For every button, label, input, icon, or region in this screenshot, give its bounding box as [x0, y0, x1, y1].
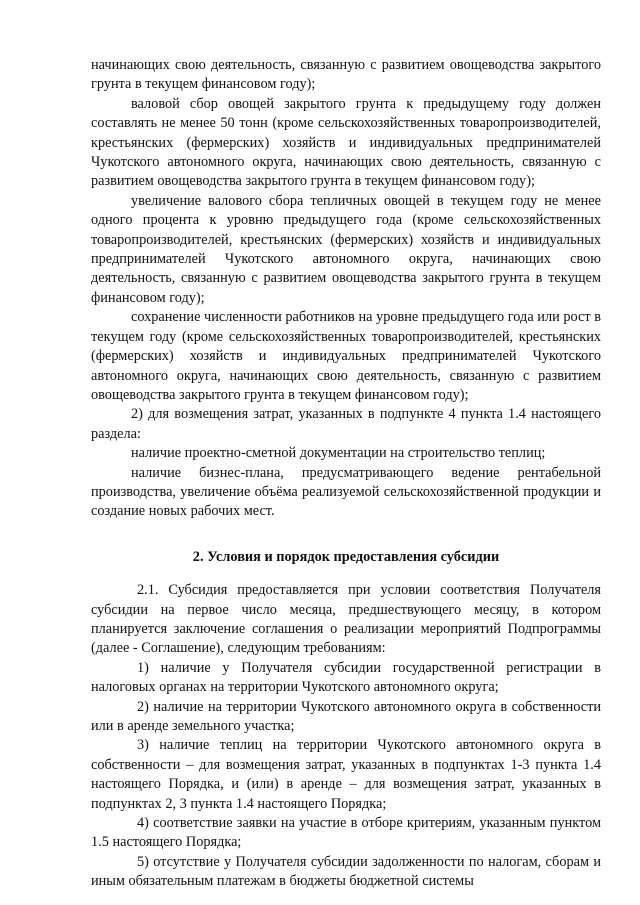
paragraph-gross-harvest: валовой сбор овощей закрытого грунта к предыдущему году должен составлять не менее 50 тонн (кроме сельскохозяйственных товаропроизводителей, крестьянских (фермерских) хозяйств и индивидуальных предпринимателей Чукотского автономного округа, начинающих свою деятельность, связанную с развитием овощеводства закрытого грунта в текущем финансовом году);	[91, 95, 601, 190]
paragraph-continuation: начинающих свою деятельность, связанную с развитием овощеводства закрытого грунта в текущем финансовом году);	[91, 57, 601, 93]
paragraph-req-1: 1) наличие у Получателя субсидии государственной регистрации в налоговых органах на территории Чукотского автономного округа;	[91, 659, 601, 696]
paragraph-harvest-increase: увеличение валового сбора тепличных овощей в текущем году не менее одного процента к уровню предыдущего года (кроме сельскохозяйственных товаропроизводителей, крестьянских (фермерских) хозяйств и индивидуальных предпринимателей Чукотского автономного округа, начинающих свою деятельность, связанную с развитием овощеводства закрытого грунта в текущем финансовом году);	[91, 192, 601, 306]
document-page	[91, 56, 601, 892]
paragraph-req-4: 4) соответствие заявки на участие в отборе критериям, указанным пунктом 1.5 настоящего Порядка;	[91, 815, 601, 851]
section-heading: 2. Условия и порядок предоставления субсидии	[192, 548, 500, 565]
paragraph-2-1: 2.1. Субсидия предоставляется при условии соответствия Получателя субсидии на первое число месяца, предшествующего месяцу, в котором планируется заключение соглашения о реализации мероприятий Подпрограммы (далее - Соглашение), следующим требованиям:	[91, 582, 601, 657]
paragraph-req-3: 3) наличие теплиц на территории Чукотского автономного округа в собственности – для возмещения затрат, указанных в подпунктах 1-3 пункта 1.4 настоящего Порядка, и (или) в аренде – для возмещения затрат, указанных в подпунктах 2, 3 пункта 1.4 настоящего Порядка;	[91, 737, 601, 812]
paragraph-item-2: 2) для возмещения затрат, указанных в подпункте 4 пункта 1.4 настоящего раздела:	[91, 406, 601, 442]
paragraph-design-docs: наличие проектно-сметной документации на строительство теплиц;	[131, 445, 546, 462]
paragraph-req-5: 5) отсутствие у Получателя субсидии задолженности по налогам, сборам и иным обязательным платежам в бюджеты бюджетной системы	[91, 853, 601, 890]
paragraph-staff-retention: сохранение численности работников на уровне предыдущего года или рост в текущем году (кроме сельскохозяйственных товаропроизводителей, крестьянских (фермерских) хозяйств и индивидуальных предпринимателей Чукотского автономного округа, начинающих свою деятельность, связанную с развитием овощеводства закрытого грунта в текущем финансовом году);	[91, 309, 601, 403]
paragraph-business-plan: наличие бизнес-плана, предусматривающего ведение рентабельной производства, увеличение объёма реализуемой сельскохозяйственной продукции и создание новых рабочих мест.	[91, 464, 601, 520]
paragraph-req-2: 2) наличие на территории Чукотского автономного округа в собственности или в аренде земельного участка;	[91, 698, 601, 734]
